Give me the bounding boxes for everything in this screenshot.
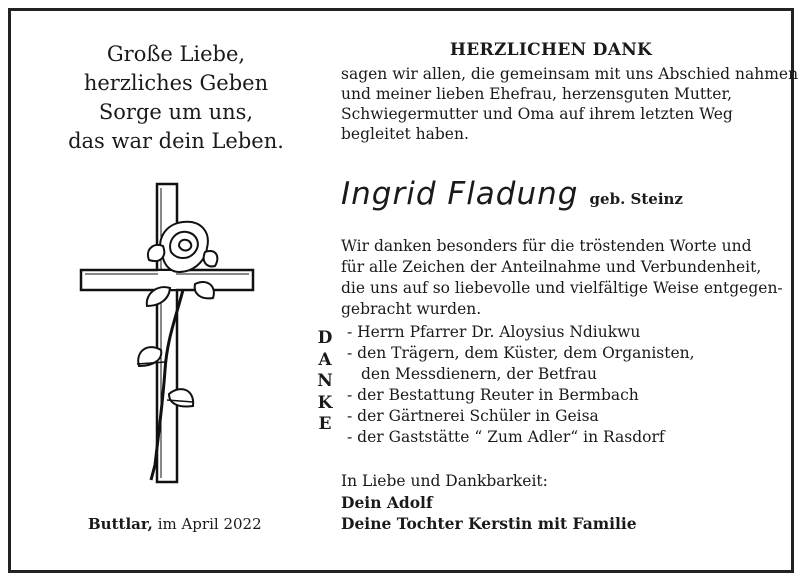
closing-line: In Liebe und Dankbarkeit: bbox=[341, 472, 548, 490]
danke-letter: D bbox=[317, 328, 333, 348]
cross-with-rose-icon bbox=[75, 180, 265, 485]
list-item: - der Gärtnerei Schüler in Geisa bbox=[347, 407, 599, 425]
birth-name: geb. Steinz bbox=[589, 190, 683, 208]
signature-family: Deine Tochter Kerstin mit Familie bbox=[341, 514, 637, 533]
poem bbox=[60, 40, 292, 156]
intro-line: sagen wir allen, die gemeinsam mit uns Abschied nahmen bbox=[341, 65, 799, 83]
poem-line: Große Liebe, bbox=[106, 42, 246, 66]
thanks-line: für alle Zeichen der Anteilnahme und Verbundenheit, bbox=[341, 258, 762, 276]
danke-letter: A bbox=[318, 349, 332, 370]
poem-line: herzliches Geben bbox=[83, 71, 269, 95]
danke-letter: E bbox=[318, 414, 332, 434]
thanks-list bbox=[347, 322, 695, 448]
danke-letter: N bbox=[317, 371, 333, 391]
place-date: im April 2022 bbox=[157, 515, 262, 533]
thanks-line: die uns auf so liebevolle und vielfältige Weise entgegen- bbox=[341, 279, 783, 297]
heading: HERZLICHEN DANK bbox=[449, 40, 653, 60]
thanks-line: Wir danken besonders für die tröstenden Worte und bbox=[341, 237, 752, 255]
deceased-name: Ingrid Fladung bbox=[341, 176, 579, 212]
list-item: - Herrn Pfarrer Dr. Aloysius Ndiukwu bbox=[347, 323, 641, 341]
signature-husband: Dein Adolf bbox=[341, 493, 433, 512]
thanks-line: gebracht wurden. bbox=[341, 300, 482, 318]
intro-line: und meiner lieben Ehefrau, herzensguten Mutter, bbox=[341, 85, 733, 103]
intro-line: Schwiegermutter und Oma auf ihrem letzten Weg bbox=[341, 105, 733, 123]
place-town: Buttlar, bbox=[88, 515, 153, 533]
intro-line: begleitet haben. bbox=[341, 125, 469, 143]
thanks-intro bbox=[341, 40, 799, 144]
danke-vertical bbox=[315, 328, 335, 436]
danke-letter: K bbox=[317, 392, 333, 413]
poem-line: das war dein Leben. bbox=[68, 129, 284, 153]
place-and-date bbox=[88, 515, 262, 533]
list-item: - der Gaststätte “ Zum Adler“ in Rasdorf bbox=[347, 428, 665, 446]
thanks-text bbox=[341, 236, 783, 320]
closing bbox=[341, 471, 637, 534]
list-item: - den Trägern, dem Küster, dem Organisten, bbox=[347, 344, 695, 362]
deceased-name-row bbox=[341, 176, 683, 212]
list-item: - der Bestattung Reuter in Bermbach bbox=[347, 386, 639, 404]
list-item: den Messdienern, der Betfrau bbox=[361, 365, 598, 383]
poem-line: Sorge um uns, bbox=[98, 100, 254, 124]
